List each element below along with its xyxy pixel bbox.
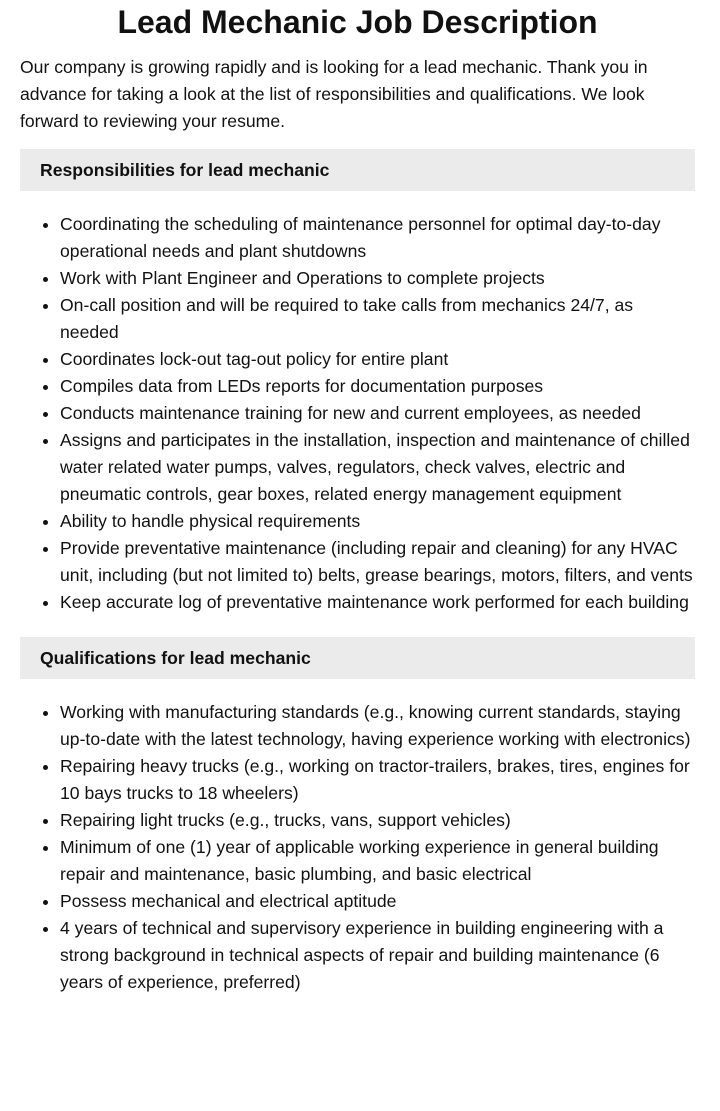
page-title: Lead Mechanic Job Description [117, 4, 598, 40]
list-item: • Coordinating the scheduling of maintenance personnel for optimal day-to-day operational needs and plant shutdowns [60, 211, 695, 265]
list-item: • Repairing light trucks (e.g., trucks, vans, support vehicles) [60, 807, 695, 834]
list-item: • 4 years of technical and supervisory experience in building engineering with a strong background in technical aspects of repair and building maintenance (6 years of experience, preferred) [60, 915, 695, 996]
responsibilities-heading: Responsibilities for lead mechanic [20, 149, 695, 191]
list-item: • On-call position and will be required to take calls from mechanics 24/7, as needed [60, 292, 695, 346]
qualifications-list [20, 699, 695, 996]
list-item: • Possess mechanical and electrical aptitude [60, 888, 695, 915]
list-item: • Provide preventative maintenance (including repair and cleaning) for any HVAC unit, including (but not limited to) belts, grease bearings, motors, filters, and vents [60, 535, 695, 589]
list-item: • Assigns and participates in the installation, inspection and maintenance of chilled water related water pumps, valves, regulators, check valves, electric and pneumatic controls, gear boxes, related energy management equipment [60, 427, 695, 508]
list-item: • Compiles data from LEDs reports for documentation purposes [60, 373, 695, 400]
intro-paragraph: Our company is growing rapidly and is looking for a lead mechanic. Thank you in advance for taking a look at the list of responsibilities and qualifications. We look forward to reviewing your resume. [20, 57, 648, 131]
list-item: • Conducts maintenance training for new and current employees, as needed [60, 400, 695, 427]
responsibilities-list [20, 211, 695, 616]
list-item: • Repairing heavy trucks (e.g., working on tractor-trailers, brakes, tires, engines for 10 bays trucks to 18 wheelers) [60, 753, 695, 807]
list-item: • Keep accurate log of preventative maintenance work performed for each building [60, 589, 695, 616]
list-item: • Ability to handle physical requirements [60, 508, 695, 535]
list-item: • Working with manufacturing standards (e.g., knowing current standards, staying up-to-date with the latest technology, having experience working with electronics) [60, 699, 695, 753]
list-item: • Coordinates lock-out tag-out policy for entire plant [60, 346, 695, 373]
list-item: • Minimum of one (1) year of applicable working experience in general building repair and maintenance, basic plumbing, and basic electrical [60, 834, 695, 888]
list-item: • Work with Plant Engineer and Operations to complete projects [60, 265, 695, 292]
qualifications-heading: Qualifications for lead mechanic [20, 637, 695, 679]
